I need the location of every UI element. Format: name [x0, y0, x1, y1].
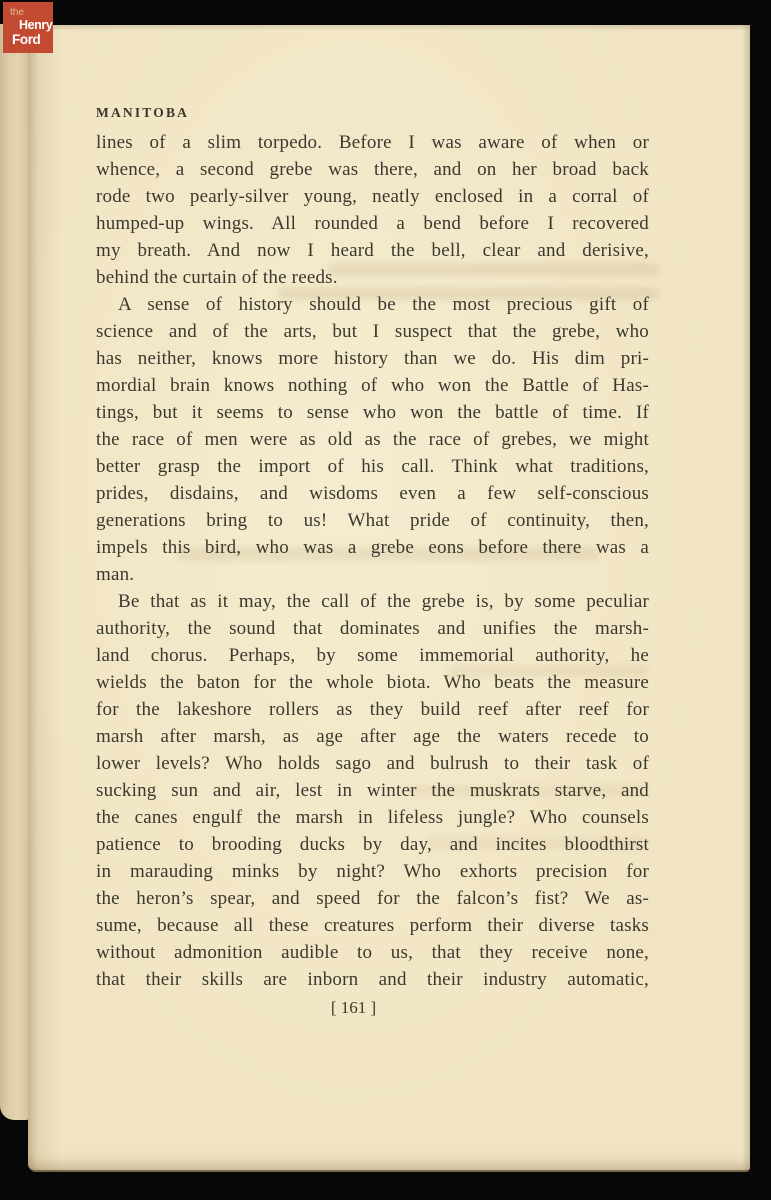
- text-line: whence, a second grebe was there, and on her broad back: [96, 159, 649, 180]
- text-line: man.: [96, 564, 135, 585]
- running-header: MANITOBA: [96, 105, 190, 120]
- text-line: lower levels? Who holds sago and bulrush to their task of: [96, 753, 649, 774]
- text-line: prides, disdains, and wisdoms even a few self-conscious: [96, 483, 649, 504]
- text-line: wields the baton for the whole biota. Who beats the measure: [96, 672, 649, 693]
- page-number: [ 161 ]: [330, 998, 377, 1017]
- text-line: tings, but it seems to sense who won the battle of time. If: [96, 402, 649, 423]
- text-line: for the lakeshore rollers as they build reef after reef for: [96, 699, 649, 720]
- text-line: marsh after marsh, as age after age the waters recede to: [96, 726, 649, 747]
- text-line: my breath. And now I heard the bell, clear and derisive,: [96, 240, 649, 261]
- text-line: authority, the sound that dominates and unifies the marsh-: [96, 618, 649, 639]
- text-line: rode two pearly-silver young, neatly enclosed in a corral of: [96, 186, 649, 207]
- text-line: sume, because all these creatures perform their diverse tasks: [96, 915, 649, 936]
- paragraph: [96, 129, 649, 291]
- text-line: behind the curtain of the reeds.: [96, 267, 338, 288]
- text-line: impels this bird, who was a grebe eons before there was a: [96, 537, 649, 558]
- text-line: lines of a slim torpedo. Before I was aware of when or: [96, 132, 649, 153]
- text-line: generations bring to us! What pride of continuity, then,: [96, 510, 649, 531]
- text-line: has neither, knows more history than we do. His dim pri-: [96, 348, 649, 369]
- text-line: the heron’s spear, and speed for the falcon’s fist? We as-: [96, 888, 649, 909]
- text-line: Be that as it may, the call of the grebe is, by some peculiar: [118, 591, 649, 612]
- henry-ford-logo: [3, 2, 53, 53]
- book-page: [28, 25, 750, 1172]
- logo-text-henry: Henry: [19, 18, 53, 32]
- logo-text-the: the: [10, 7, 24, 18]
- text-line: in marauding minks by night? Who exhorts precision for: [96, 861, 649, 882]
- book-gutter-page-edge: [0, 24, 30, 1120]
- text-line: A sense of history should be the most precious gift of: [118, 294, 649, 315]
- text-line: the race of men were as old as the race of grebes, we might: [96, 429, 649, 450]
- paragraph: [96, 588, 649, 993]
- text-line: land chorus. Perhaps, by some immemorial authority, he: [96, 645, 649, 666]
- text-line: the canes engulf the marsh in lifeless jungle? Who counsels: [96, 807, 649, 828]
- text-line: that their skills are inborn and their industry automatic,: [96, 969, 649, 990]
- text-line: humped-up wings. All rounded a bend before I recovered: [96, 213, 649, 234]
- paragraph: [96, 291, 649, 588]
- text-line: without admonition audible to us, that they receive none,: [96, 942, 649, 963]
- logo-text-ford: Ford: [12, 32, 41, 47]
- text-line: sucking sun and air, lest in winter the muskrats starve, and: [96, 780, 649, 801]
- text-line: better grasp the import of his call. Think what traditions,: [96, 456, 649, 477]
- text-line: mordial brain knows nothing of who won the Battle of Has-: [96, 375, 649, 396]
- page-body: [96, 129, 649, 993]
- text-line: science and of the arts, but I suspect that the grebe, who: [96, 321, 649, 342]
- text-line: patience to brooding ducks by day, and incites bloodthirst: [96, 834, 649, 855]
